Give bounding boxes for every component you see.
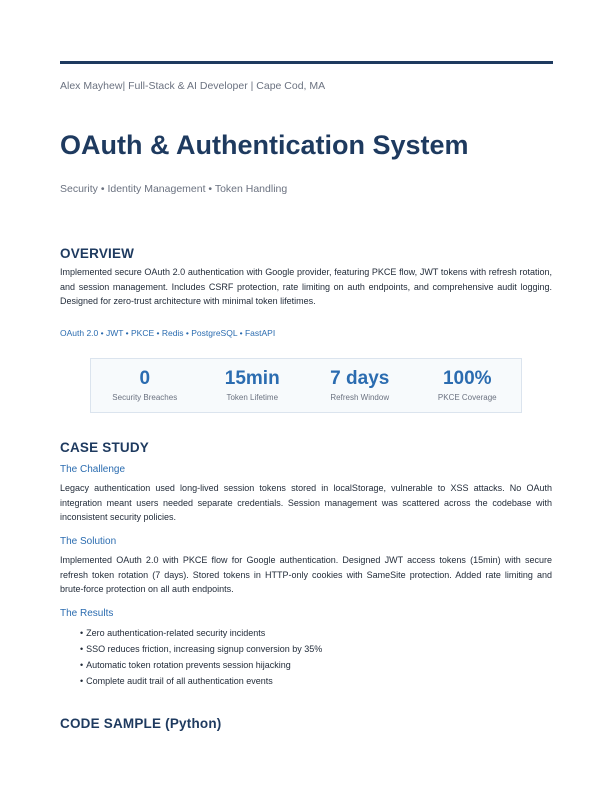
stat-value: 100%	[442, 368, 492, 389]
list-item: • Automatic token rotation prevents session hijacking	[80, 658, 322, 674]
overview-heading: OVERVIEW	[60, 246, 135, 261]
header-rule	[60, 61, 553, 64]
challenge-text: Legacy authentication used long-lived session tokens stored in localStorage, vulnerable to XSS attacks. No OAuth integration meant users needed separate credentials. Session management was scattered across the codebase with inconsistent security policies.	[60, 483, 552, 522]
list-item: • Complete audit trail of all authentication events	[80, 674, 322, 690]
results-list	[80, 626, 322, 690]
overview-text: Implemented secure OAuth 2.0 authentication with Google provider, featuring PKCE flow, JWT tokens with refresh rotation, and session management. Includes CSRF protection, rate limiting on auth endpoints, and comprehensive audit logging. Designed for zero-trust architecture with minimal token lifetimes.	[60, 267, 552, 306]
stat-value: 0	[139, 368, 151, 389]
stat-label: PKCE Coverage	[437, 393, 497, 402]
stat-label: Token Lifetime	[226, 393, 279, 402]
solution-text: Implemented OAuth 2.0 with PKCE flow for Google authentication. Designed JWT access tokens (15min) with secure refresh token rotation (7 days). Stored tokens in HTTP-only cookies with SameSite protection. Added rate limiting and brute-force protection on all auth endpoints.	[60, 555, 552, 594]
stat-refresh-window	[306, 359, 414, 412]
page-subtitle: Security • Identity Management • Token Handling	[60, 183, 288, 195]
tech-stack: OAuth 2.0 • JWT • PKCE • Redis • PostgreSQL • FastAPI	[60, 328, 276, 338]
solution-heading: The Solution	[60, 536, 117, 547]
challenge-heading: The Challenge	[60, 464, 126, 475]
stat-security-breaches	[91, 359, 199, 412]
author-byline: Alex Mayhew| Full-Stack & AI Developer | Cape Cod, MA	[60, 80, 326, 92]
page-title: OAuth & Authentication System	[60, 130, 469, 160]
stat-value: 7 days	[330, 368, 390, 389]
stat-token-lifetime	[199, 359, 307, 412]
code-sample-heading: CODE SAMPLE (Python)	[60, 716, 222, 731]
stat-label: Security Breaches	[112, 393, 178, 402]
stat-value: 15min	[224, 368, 280, 389]
stat-label: Refresh Window	[330, 393, 390, 402]
results-heading: The Results	[60, 608, 114, 619]
case-study-heading: CASE STUDY	[60, 440, 150, 455]
stats-panel	[90, 358, 522, 413]
list-item: • SSO reduces friction, increasing signup conversion by 35%	[80, 642, 322, 658]
list-item: • Zero authentication-related security incidents	[80, 626, 322, 642]
stat-pkce-coverage	[414, 359, 522, 412]
